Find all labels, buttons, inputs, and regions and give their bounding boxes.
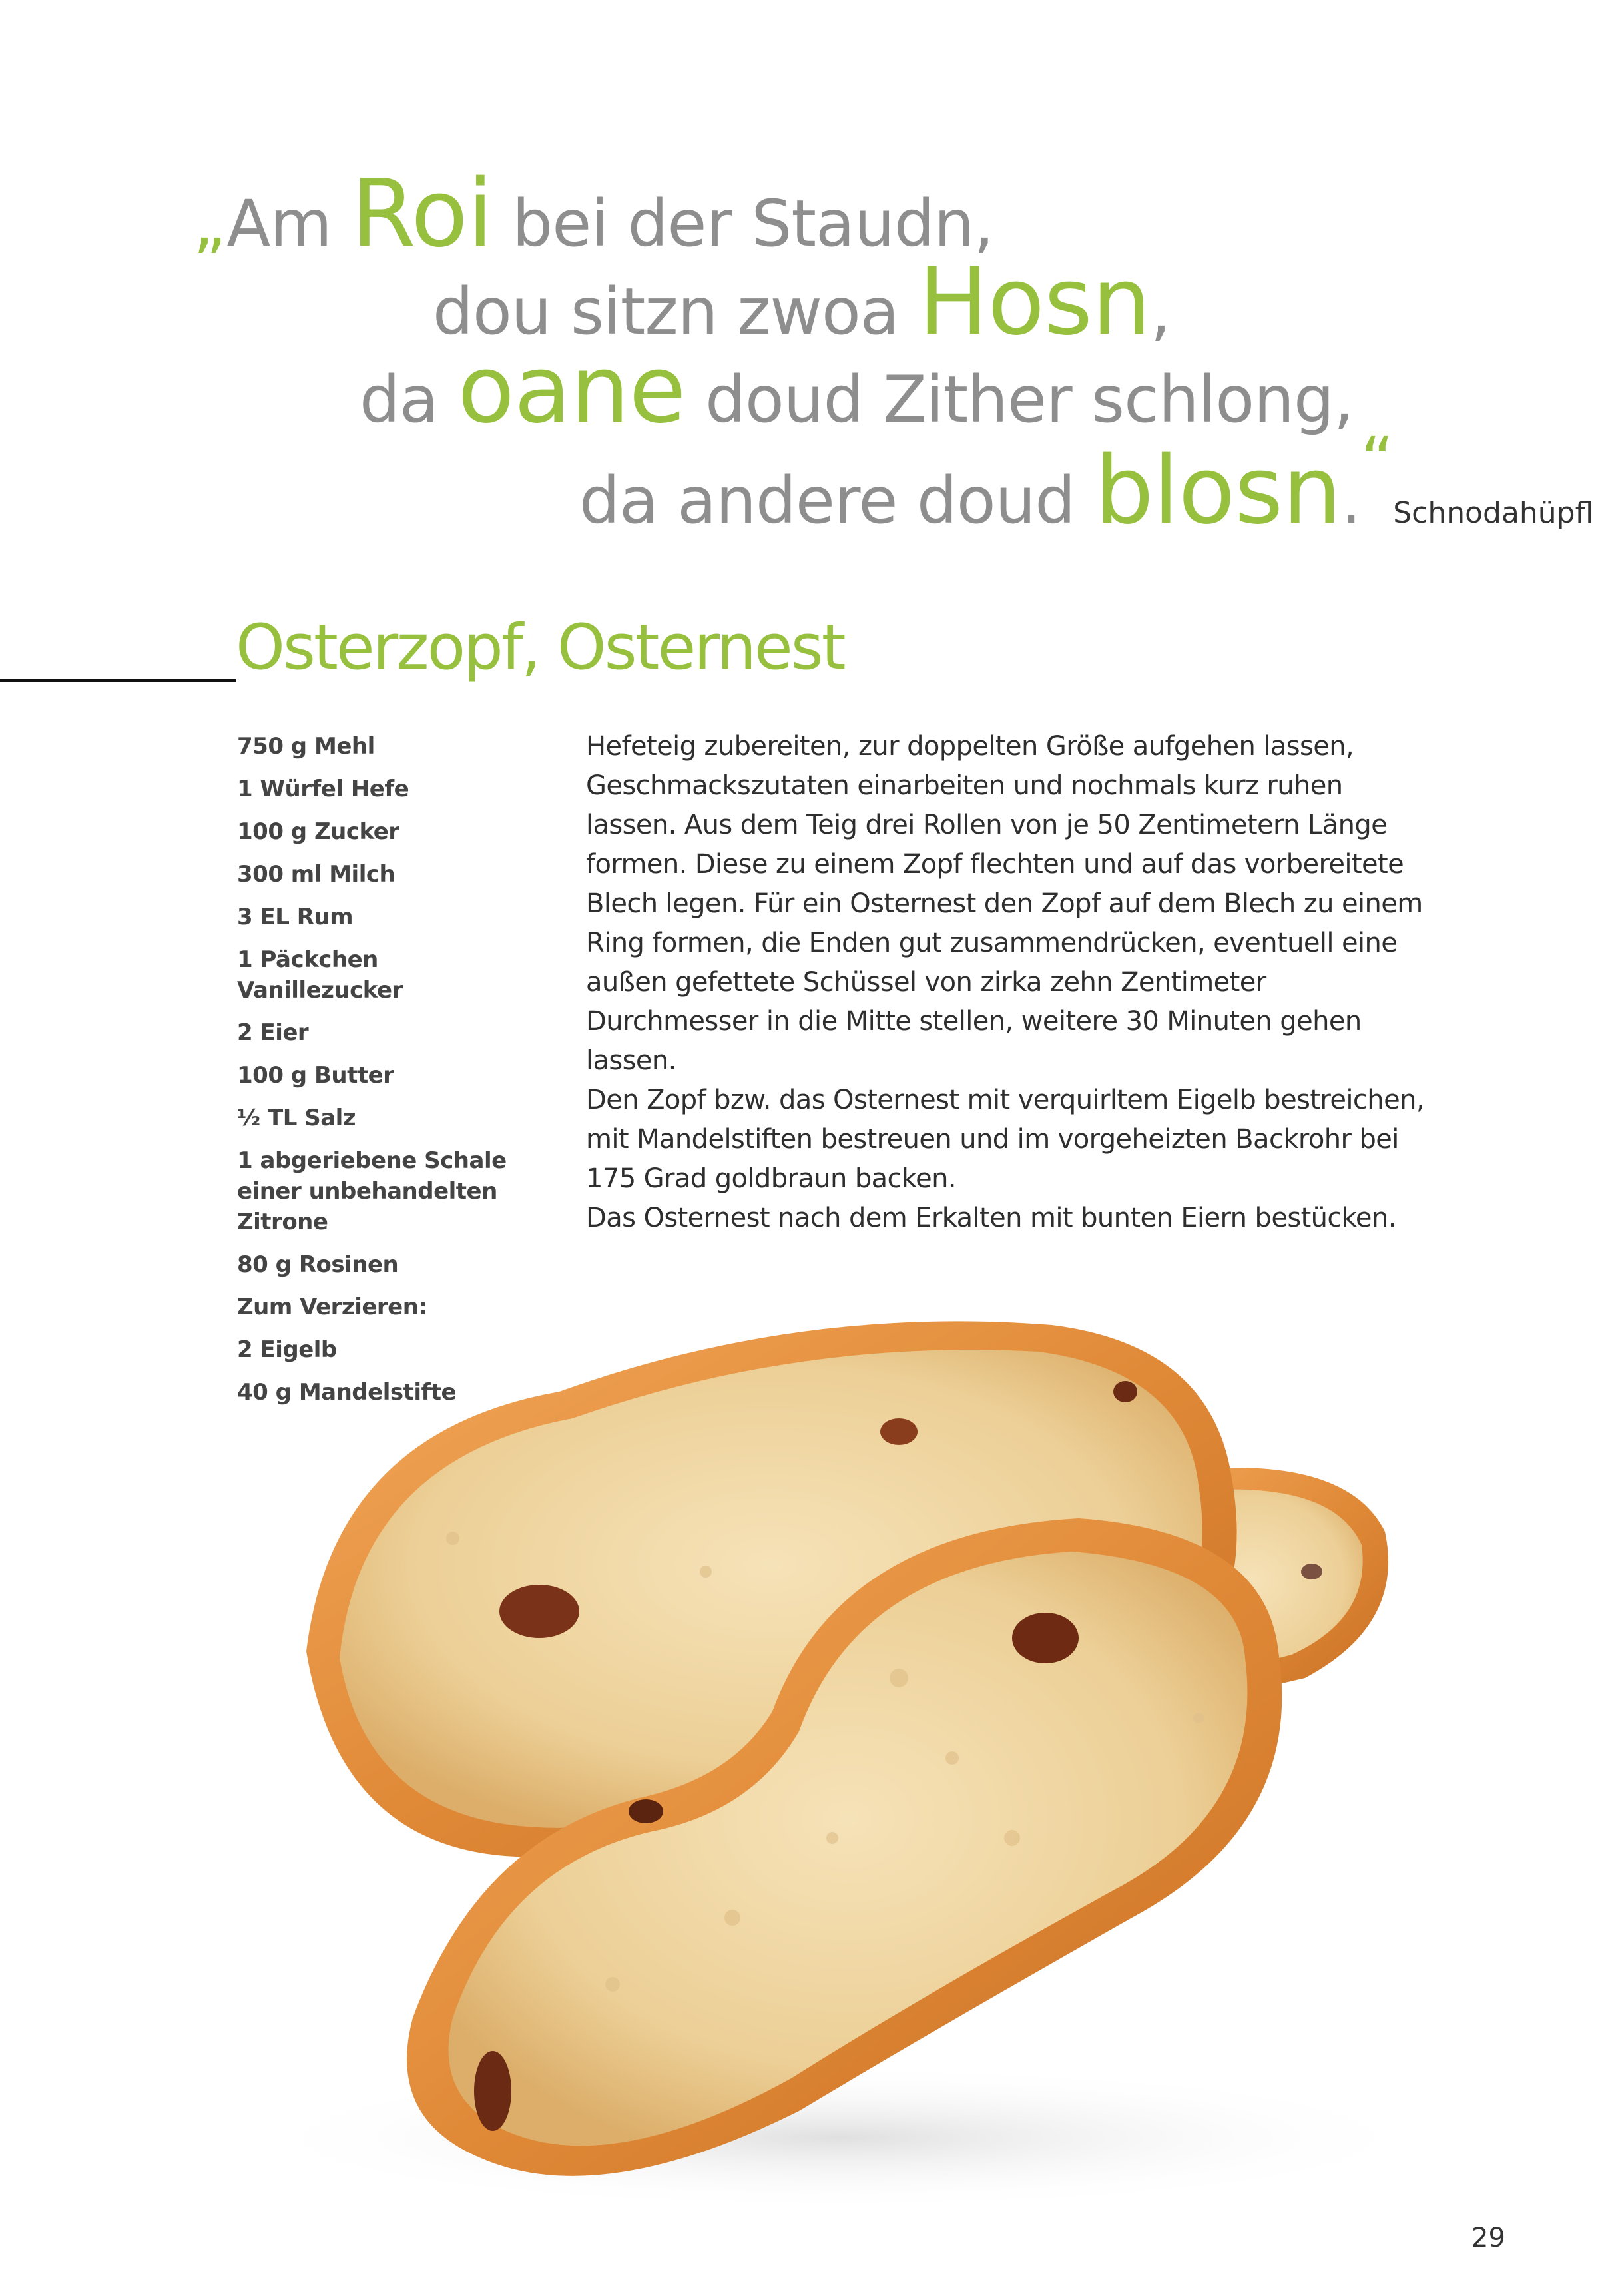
quote-text: bei der Staudn, [492, 186, 993, 261]
ingredient-item: 300 ml Milch [237, 861, 396, 888]
garnish-item: 2 Eigelb [237, 1336, 337, 1363]
quote-text: dou sitzn zwoa [433, 274, 919, 349]
ingredient-item: 100 g Zucker [237, 818, 400, 845]
ingredient-item: 1 Würfel Hefe [237, 776, 409, 802]
ingredient-item: ½ TL Salz [237, 1105, 356, 1131]
quote-highlight-word: oane [457, 336, 686, 444]
ingredient-item: 100 g Butter [237, 1062, 394, 1089]
ingredient-item: 1 Päckchen Vanillezucker [237, 946, 403, 1004]
quote-highlight-word: Roi [351, 160, 493, 268]
quote-highlight-word: blosn [1094, 437, 1341, 545]
page-number: 29 [1471, 2223, 1505, 2253]
quote-text: . [1340, 463, 1361, 538]
garnish-heading: Zum Verzieren: [237, 1294, 427, 1320]
opening-quote-mark: „ [193, 186, 227, 261]
quote-text: da [360, 362, 458, 437]
quote-source: Schnodahüpfl [1393, 496, 1594, 530]
ingredient-item: 750 g Mehl [237, 733, 375, 760]
recipe-method [586, 727, 1438, 1238]
method-paragraph: Hefeteig zubereiten, zur doppelten Größe aufgehen lassen, Geschmackszutaten einarbeiten und nochmals kurz ruhen lassen. Aus dem Teig drei Rollen von je 50 Zentimetern Länge formen. Diese zu einem Zopf flechten und auf das vorbereitete Blech legen. Für ein Osternest den Zopf auf dem Blech zu einem Ring formen, die Enden gut zusammendrücken, eventuell eine außen gefettete Schüssel von zirka zehn Zentimeter Durchmesser in die Mitte stellen, weitere 30 Minuten gehen lassen. [586, 731, 1423, 1076]
closing-quote-mark: “ [1360, 424, 1394, 498]
quote-text: da andere doud [579, 463, 1095, 538]
quote-highlight-word: Hosn [918, 248, 1151, 356]
ingredient-item: 3 EL Rum [237, 904, 354, 930]
ingredient-item: 80 g Rosinen [237, 1251, 399, 1278]
method-paragraph: Den Zopf bzw. das Osternest mit verquirltem Eigelb bestreichen, mit Mandelstiften bestreuen und im vorgeheizten Backrohr bei 175 Grad goldbraun backen. [586, 1085, 1424, 1194]
quote-line-4 [579, 424, 1593, 545]
ingredient-item: 1 abgeriebene Schale einer unbehandelten Zitrone [237, 1147, 507, 1235]
garnish-item: 40 g Mandelstifte [237, 1379, 457, 1406]
method-paragraph: Das Osternest nach dem Erkalten mit bunten Eiern bestücken. [586, 1203, 1396, 1233]
quote-text: Am [226, 186, 352, 261]
recipe-title: Osterzopf, Osternest [236, 611, 851, 684]
quote-text: , [1150, 274, 1171, 349]
braided-bread-photo [133, 1252, 1551, 2251]
quote-text: doud Zither schlong, [685, 362, 1354, 437]
ingredient-item: 2 Eier [237, 1019, 309, 1046]
